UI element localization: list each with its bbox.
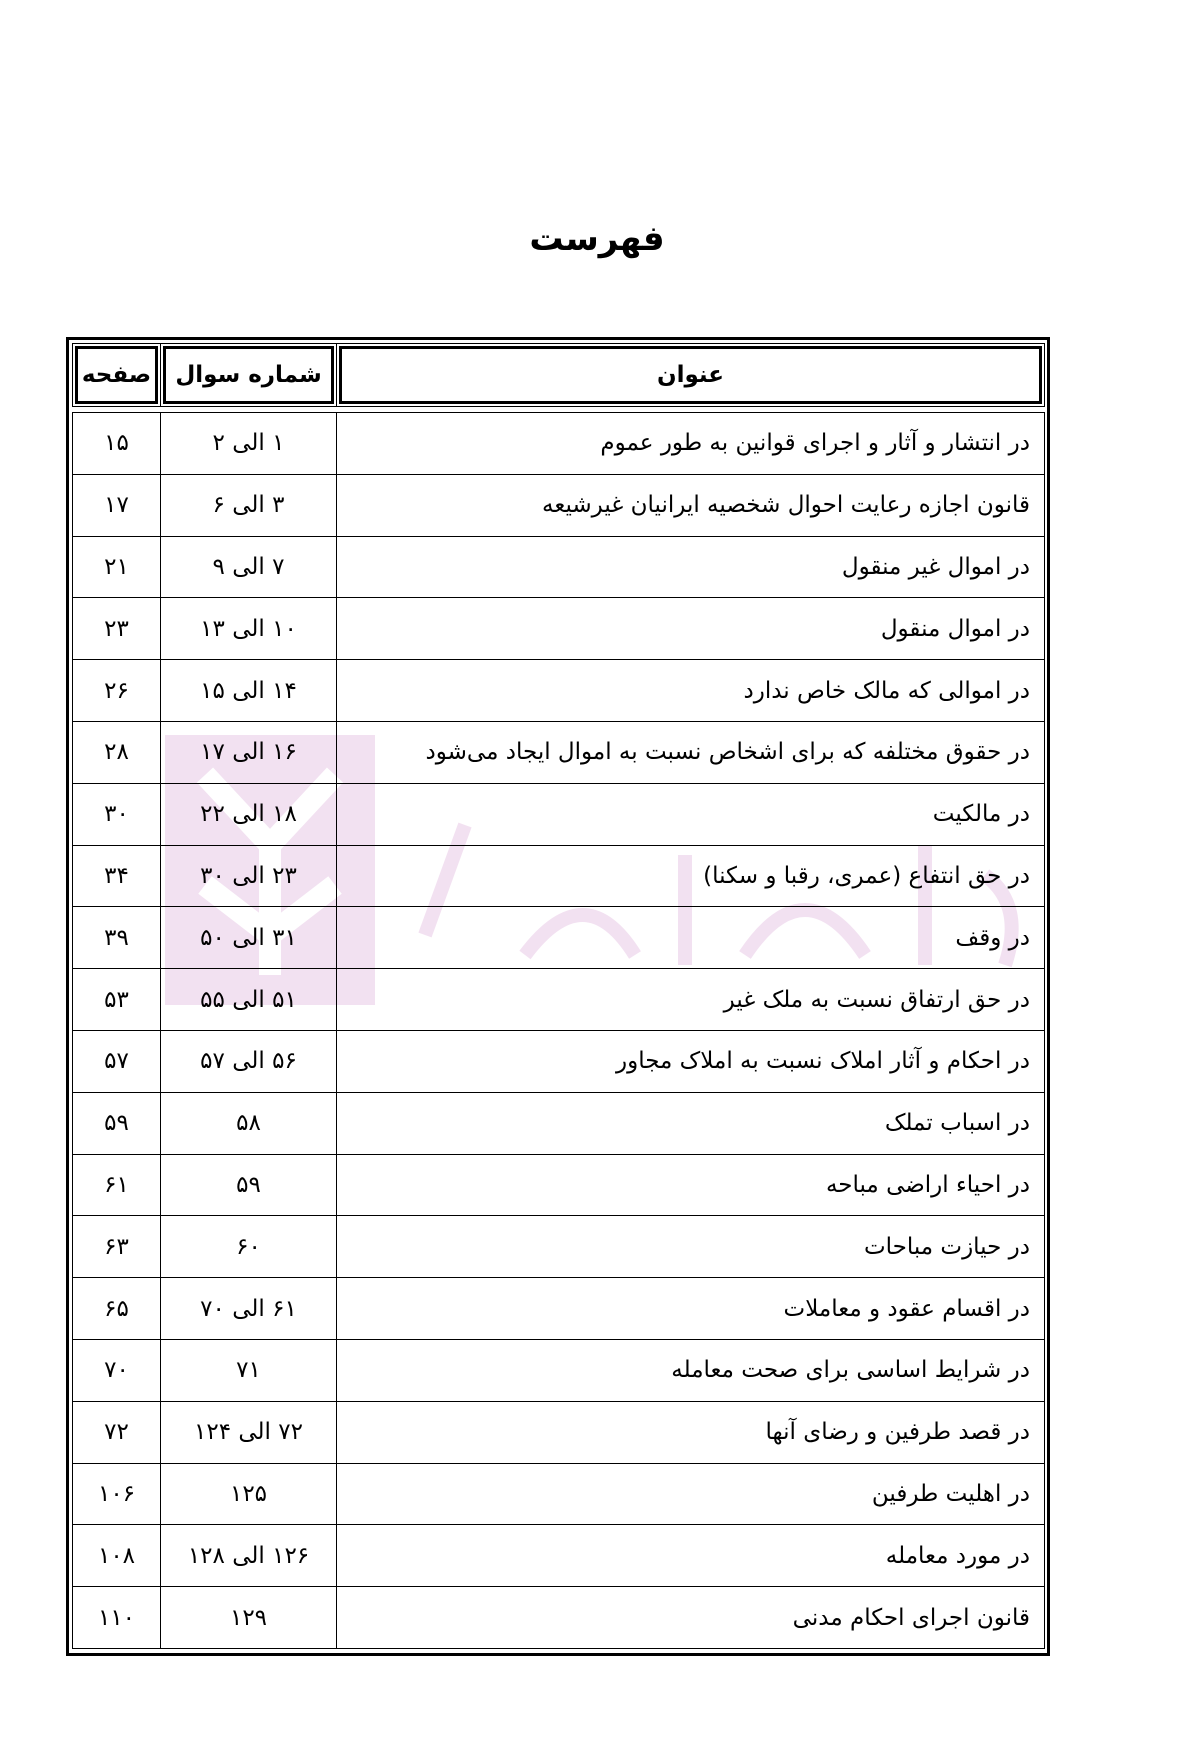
row-title: در حقوق مختلفه که برای اشخاص نسبت به اموال ایجاد می‌شود — [337, 721, 1045, 783]
header-page-cell — [73, 344, 161, 407]
table-row — [73, 1092, 1045, 1154]
row-question-range: ۱۲۵ — [161, 1463, 337, 1525]
row-question-range: ۵۶ الی ۵۷ — [161, 1030, 337, 1092]
row-title: در مورد معامله — [337, 1525, 1045, 1587]
row-question-range: ۶۰ — [161, 1216, 337, 1278]
row-title: در اقسام عقود و معاملات — [337, 1278, 1045, 1340]
row-page-number: ۶۳ — [73, 1216, 161, 1278]
row-title: در انتشار و آثار و اجرای قوانین به طور عموم — [337, 413, 1045, 475]
row-page-number: ۵۳ — [73, 969, 161, 1031]
table-row — [73, 1154, 1045, 1216]
table-row — [73, 1278, 1045, 1340]
table-row — [73, 783, 1045, 845]
row-question-range: ۵۹ — [161, 1154, 337, 1216]
row-page-number: ۱۷ — [73, 474, 161, 536]
row-question-range: ۲۳ الی ۳۰ — [161, 845, 337, 907]
row-question-range: ۱۰ الی ۱۳ — [161, 598, 337, 660]
row-title: در اهلیت طرفین — [337, 1463, 1045, 1525]
table-row — [73, 1587, 1045, 1649]
header-page: صفحه — [75, 346, 158, 404]
table-row — [73, 1463, 1045, 1525]
table-row — [73, 1216, 1045, 1278]
row-page-number: ۱۰۸ — [73, 1525, 161, 1587]
row-title: در احکام و آثار املاک نسبت به املاک مجاور — [337, 1030, 1045, 1092]
row-title: در شرایط اساسی برای صحت معامله — [337, 1339, 1045, 1401]
row-question-range: ۳۱ الی ۵۰ — [161, 907, 337, 969]
row-title: در حق ارتفاق نسبت به ملک غیر — [337, 969, 1045, 1031]
row-question-range: ۱۴ الی ۱۵ — [161, 660, 337, 722]
table-row — [73, 474, 1045, 536]
row-page-number: ۲۶ — [73, 660, 161, 722]
row-page-number: ۶۱ — [73, 1154, 161, 1216]
header-question-cell — [161, 344, 337, 407]
table-row — [73, 660, 1045, 722]
row-question-range: ۷۱ — [161, 1339, 337, 1401]
row-page-number: ۲۸ — [73, 721, 161, 783]
row-page-number: ۶۵ — [73, 1278, 161, 1340]
row-question-range: ۷ الی ۹ — [161, 536, 337, 598]
row-title: در اسباب تملک — [337, 1092, 1045, 1154]
row-question-range: ۱۶ الی ۱۷ — [161, 721, 337, 783]
header-title: عنوان — [339, 346, 1042, 404]
row-title: قانون اجرای احکام مدنی — [337, 1587, 1045, 1649]
row-page-number: ۲۱ — [73, 536, 161, 598]
table-row — [73, 845, 1045, 907]
table-row — [73, 536, 1045, 598]
row-page-number: ۱۵ — [73, 413, 161, 475]
table-row — [73, 598, 1045, 660]
row-question-range: ۱ الی ۲ — [161, 413, 337, 475]
row-page-number: ۱۰۶ — [73, 1463, 161, 1525]
row-question-range: ۱۸ الی ۲۲ — [161, 783, 337, 845]
row-question-range: ۷۲ الی ۱۲۴ — [161, 1401, 337, 1463]
row-question-range: ۶۱ الی ۷۰ — [161, 1278, 337, 1340]
row-page-number: ۱۱۰ — [73, 1587, 161, 1649]
row-question-range: ۱۲۶ الی ۱۲۸ — [161, 1525, 337, 1587]
row-question-range: ۳ الی ۶ — [161, 474, 337, 536]
row-title: قانون اجازه رعایت احوال شخصیه ایرانیان غیرشیعه — [337, 474, 1045, 536]
row-title: در اموال منقول — [337, 598, 1045, 660]
page-title: فهرست — [529, 219, 665, 259]
table-row — [73, 1525, 1045, 1587]
header-title-cell — [337, 344, 1045, 407]
row-page-number: ۲۳ — [73, 598, 161, 660]
row-title: در اموال غیر منقول — [337, 536, 1045, 598]
row-title: در وقف — [337, 907, 1045, 969]
table-row — [73, 969, 1045, 1031]
row-title: در قصد طرفین و رضای آنها — [337, 1401, 1045, 1463]
table-row — [73, 721, 1045, 783]
header-question-number: شماره سوال — [163, 346, 334, 404]
row-title: در اموالی که مالک خاص ندارد — [337, 660, 1045, 722]
row-page-number: ۷۰ — [73, 1339, 161, 1401]
table-row — [73, 413, 1045, 475]
row-page-number: ۷۲ — [73, 1401, 161, 1463]
table-row — [73, 1401, 1045, 1463]
row-title: در حق انتفاع (عمری، رقبا و سکنا) — [337, 845, 1045, 907]
row-title: در حیازت مباحات — [337, 1216, 1045, 1278]
row-page-number: ۳۹ — [73, 907, 161, 969]
row-page-number: ۳۴ — [73, 845, 161, 907]
row-question-range: ۱۲۹ — [161, 1587, 337, 1649]
row-page-number: ۳۰ — [73, 783, 161, 845]
row-page-number: ۵۹ — [73, 1092, 161, 1154]
toc-table — [72, 343, 1045, 1649]
table-row — [73, 1030, 1045, 1092]
row-question-range: ۵۸ — [161, 1092, 337, 1154]
table-header-row — [73, 344, 1045, 407]
row-question-range: ۵۱ الی ۵۵ — [161, 969, 337, 1031]
table-row — [73, 907, 1045, 969]
row-title: در احیاء اراضی مباحه — [337, 1154, 1045, 1216]
row-title: در مالکیت — [337, 783, 1045, 845]
table-row — [73, 1339, 1045, 1401]
row-page-number: ۵۷ — [73, 1030, 161, 1092]
